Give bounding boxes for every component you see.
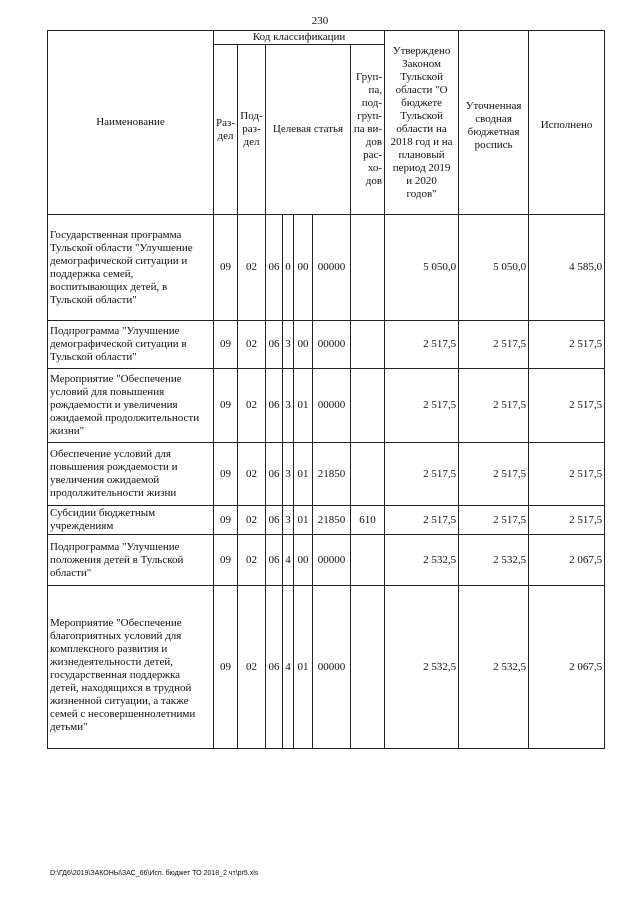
row-refined: 2 532,5 bbox=[459, 586, 529, 749]
row-target-measure: 00 bbox=[294, 215, 313, 321]
header-expense-group: Груп- па, под- груп- па ви- дов рас- хо- дов bbox=[351, 45, 385, 215]
page-number: 230 bbox=[311, 15, 329, 27]
row-approved: 2 532,5 bbox=[385, 586, 459, 749]
row-approved: 2 517,5 bbox=[385, 443, 459, 506]
budget-table bbox=[47, 30, 605, 749]
header-section: Раз- дел bbox=[214, 45, 238, 215]
row-approved: 2 517,5 bbox=[385, 321, 459, 369]
row-target-direction: 21850 bbox=[313, 443, 351, 506]
row-name: Государственная программа Тульской области "Улучшение демографической ситуации и поддержка семей, воспитывающих детей, в Тульской области" bbox=[48, 215, 214, 321]
row-target-direction: 00000 bbox=[313, 586, 351, 749]
row-target-measure: 01 bbox=[294, 586, 313, 749]
row-name: Мероприятие "Обеспечение условий для повышения рождаемости и увеличения ожидаемой продолжительности жизни" bbox=[48, 369, 214, 443]
row-subsection: 02 bbox=[238, 369, 266, 443]
row-target-program: 06 bbox=[266, 586, 283, 749]
row-section: 09 bbox=[214, 586, 238, 749]
row-expense-group: 610 bbox=[351, 506, 385, 535]
row-target-program: 06 bbox=[266, 215, 283, 321]
row-target-subprogram: 3 bbox=[283, 506, 294, 535]
row-target-program: 06 bbox=[266, 535, 283, 586]
table-row bbox=[48, 586, 605, 749]
row-target-program: 06 bbox=[266, 506, 283, 535]
row-approved: 2 517,5 bbox=[385, 506, 459, 535]
row-target-measure: 00 bbox=[294, 321, 313, 369]
row-expense-group bbox=[351, 535, 385, 586]
row-target-measure: 01 bbox=[294, 443, 313, 506]
row-executed: 2 067,5 bbox=[529, 535, 605, 586]
row-section: 09 bbox=[214, 443, 238, 506]
row-subsection: 02 bbox=[238, 506, 266, 535]
table-row bbox=[48, 535, 605, 586]
row-approved: 2 517,5 bbox=[385, 369, 459, 443]
header-target-article: Целевая статья bbox=[266, 45, 351, 215]
row-target-direction: 00000 bbox=[313, 535, 351, 586]
row-refined: 2 517,5 bbox=[459, 369, 529, 443]
header-subsection: Под- раз- дел bbox=[238, 45, 266, 215]
row-name: Субсидии бюджетным учреждениям bbox=[48, 506, 214, 535]
row-subsection: 02 bbox=[238, 535, 266, 586]
table-row bbox=[48, 321, 605, 369]
row-refined: 2 532,5 bbox=[459, 535, 529, 586]
row-refined: 2 517,5 bbox=[459, 506, 529, 535]
header-executed: Исполнено bbox=[529, 31, 605, 215]
table-row bbox=[48, 215, 605, 321]
row-executed: 2 067,5 bbox=[529, 586, 605, 749]
row-subsection: 02 bbox=[238, 443, 266, 506]
row-executed: 2 517,5 bbox=[529, 443, 605, 506]
row-expense-group bbox=[351, 321, 385, 369]
row-expense-group bbox=[351, 586, 385, 749]
header-name: Наименование bbox=[48, 31, 214, 215]
row-target-subprogram: 4 bbox=[283, 535, 294, 586]
row-approved: 5 050,0 bbox=[385, 215, 459, 321]
row-target-subprogram: 0 bbox=[283, 215, 294, 321]
row-executed: 4 585,0 bbox=[529, 215, 605, 321]
file-path-footer: D:\ГД6\2019\ЗАКОНЫ\ЗАС_66\Исп. бюджет ТО 2018_2 чт\pr5.xls bbox=[50, 870, 259, 877]
table-row bbox=[48, 443, 605, 506]
row-target-direction: 00000 bbox=[313, 215, 351, 321]
table-row bbox=[48, 369, 605, 443]
row-refined: 2 517,5 bbox=[459, 321, 529, 369]
row-target-program: 06 bbox=[266, 369, 283, 443]
row-target-direction: 21850 bbox=[313, 506, 351, 535]
row-target-measure: 00 bbox=[294, 535, 313, 586]
row-executed: 2 517,5 bbox=[529, 369, 605, 443]
row-target-subprogram: 4 bbox=[283, 586, 294, 749]
row-refined: 2 517,5 bbox=[459, 443, 529, 506]
row-section: 09 bbox=[214, 369, 238, 443]
header-row-top bbox=[48, 31, 605, 45]
row-name: Подпрограмма "Улучшение положения детей в Тульской области" bbox=[48, 535, 214, 586]
row-subsection: 02 bbox=[238, 586, 266, 749]
row-subsection: 02 bbox=[238, 215, 266, 321]
row-target-measure: 01 bbox=[294, 506, 313, 535]
row-target-program: 06 bbox=[266, 321, 283, 369]
row-refined: 5 050,0 bbox=[459, 215, 529, 321]
row-target-program: 06 bbox=[266, 443, 283, 506]
row-expense-group bbox=[351, 215, 385, 321]
row-executed: 2 517,5 bbox=[529, 321, 605, 369]
row-expense-group bbox=[351, 369, 385, 443]
row-target-direction: 00000 bbox=[313, 321, 351, 369]
row-executed: 2 517,5 bbox=[529, 506, 605, 535]
row-target-subprogram: 3 bbox=[283, 369, 294, 443]
row-section: 09 bbox=[214, 535, 238, 586]
row-approved: 2 532,5 bbox=[385, 535, 459, 586]
row-expense-group bbox=[351, 443, 385, 506]
header-refined: Уточненная сводная бюджетная роспись bbox=[459, 31, 529, 215]
header-code-group: Код классификации bbox=[214, 31, 385, 45]
row-name: Мероприятие "Обеспечение благоприятных условий для комплексного развития и жизнедеятельности детей, государственная поддержка детей, находящихся в трудной жизненной ситуации, а также семей с несовершеннолетними детьми" bbox=[48, 586, 214, 749]
table-row bbox=[48, 506, 605, 535]
row-section: 09 bbox=[214, 506, 238, 535]
row-subsection: 02 bbox=[238, 321, 266, 369]
row-target-direction: 00000 bbox=[313, 369, 351, 443]
row-target-subprogram: 3 bbox=[283, 443, 294, 506]
row-name: Обеспечение условий для повышения рождаемости и увеличения ожидаемой продолжительности жизни bbox=[48, 443, 214, 506]
row-section: 09 bbox=[214, 215, 238, 321]
row-name: Подпрограмма "Улучшение демографической ситуации в Тульской области" bbox=[48, 321, 214, 369]
row-target-subprogram: 3 bbox=[283, 321, 294, 369]
row-section: 09 bbox=[214, 321, 238, 369]
row-target-measure: 01 bbox=[294, 369, 313, 443]
header-approved: Утверждено Законом Тульской области "О бюджете Тульской области на 2018 год и на плановый период 2019 и 2020 годов" bbox=[385, 31, 459, 215]
